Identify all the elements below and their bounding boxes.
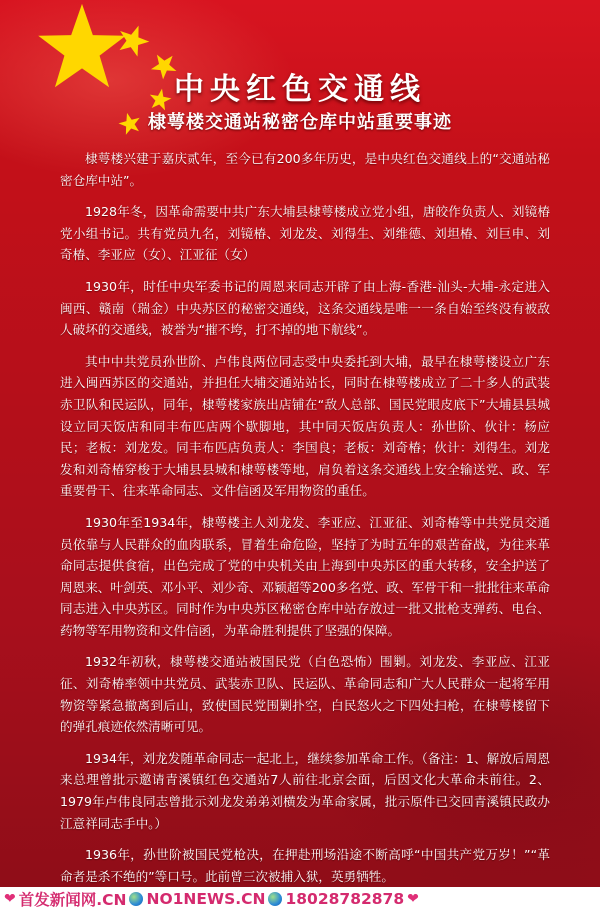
globe-icon — [129, 892, 143, 906]
paragraph: 1936年，孙世阶被国民党枪决，在押赴刑场沿途不断高呼“中国共产党万岁！”“革命者是杀不绝的”等口号。此前曾三次被捕入狱，英勇牺牲。 — [60, 847, 550, 884]
watermark-footer — [0, 887, 600, 911]
paragraph: 其中中共党员孙世阶、卢伟良两位同志受中央委托到大埔，最早在棣萼楼设立广东进入闽西苏区的交通站，并担任大埔交通站站长，同时在棣萼楼成立了二十多人的武装赤卫队和民运队，同年，棣萼楼家族出店铺在“敌人总部、国民党眼皮底下”大埔县县城设立同天饭店和同丰布匹店两个歇脚地，其中同天饭店负责人：孙世阶、伙计：杨应民；老板：刘龙发。同丰布匹店负责人：李国良；老板：刘奇椿；伙计：刘得生。刘龙发和刘奇椿穿梭于大埔县县城和棣萼楼等地，肩负着这条交通线上安全输送党、政、军重要骨干、往来革命同志、文件信函及军用物资的重任。 — [60, 353, 550, 499]
footer-site-en: NO1NEWS.CN — [146, 890, 266, 908]
heart-icon: ❤ — [4, 891, 16, 907]
heart-icon: ❤ — [407, 891, 419, 907]
small-star-icon — [116, 24, 150, 58]
footer-phone: 18028782878 — [285, 890, 405, 908]
page-title: 中央红色交通线 — [174, 72, 426, 107]
paragraph: 1930年，时任中央军委书记的周恩来同志开辟了由上海-香港-汕头-大埔-永定进入闽西、赣南（瑞金）中央苏区的秘密交通线，这条交通线是唯一一条自始至终没有被敌人破坏的交通线，被誉为“摧不垮，打不掉的地下航线”。 — [60, 278, 550, 338]
paragraph: 棣萼楼兴建于嘉庆贰年，至今已有200多年历史，是中央红色交通线上的“交通站秘密仓库中站”。 — [60, 151, 550, 188]
footer-site-cn: 首发新闻网.CN — [18, 891, 127, 909]
globe-icon — [268, 892, 282, 906]
page-subtitle: 棣萼楼交通站秘密仓库中站重要事迹 — [148, 112, 452, 133]
article-body — [60, 148, 550, 887]
paragraph: 1934年，刘龙发随革命同志一起北上，继续参加革命工作。（备注：1、解放后周恩来总理曾批示邀请青溪镇红色交通站7人前往北京会面，后因文化大革命未前往。2、1979年卢伟良同志曾批示刘龙发弟弟刘横发为革命家属，批示原件已交回青溪镇民政办江意祥同志手中。） — [60, 750, 550, 831]
paragraph: 1930年至1934年，棣萼楼主人刘龙发、李亚应、江亚征、刘奇椿等中共党员交通员依靠与人民群众的血肉联系，冒着生命危险，坚持了为时五年的艰苦奋战，为往来革命同志提供食宿，出色完成了党的中央机关由上海到中央苏区的重大转移，安全护送了周恩来、叶剑英、邓小平、刘少奇、邓颖超等200多名党、政、军骨干和一批批往来革命同志进入中央苏区。同时作为中央苏区秘密仓库中站存放过一批又批枪支弹药、电台、药物等军用物资和文件信函，为革命胜利提供了坚强的保障。 — [60, 514, 551, 638]
paragraph: 1932年初秋，棣萼楼交通站被国民党（白色恐怖）围剿。刘龙发、李亚应、江亚征、刘奇椿率领中共党员、武装赤卫队、民运队、革命同志和广大人民群众一起将军用物资等紧急撤离到后山，致使国民党围剿扑空，白民怒火之下四处扫枪，在棣萼楼留下的弹孔痕迹依然清晰可见。 — [60, 654, 550, 735]
paragraph: 1928年冬，因革命需要中共广东大埔县棣萼楼成立党小组，唐皎作负责人、刘镜椿党小组书记。共有党员九名，刘镜椿、刘龙发、刘得生、刘维德、刘坦椿、刘巨申、刘奇椿、李亚应（女）、江亚征（女） — [60, 204, 550, 263]
